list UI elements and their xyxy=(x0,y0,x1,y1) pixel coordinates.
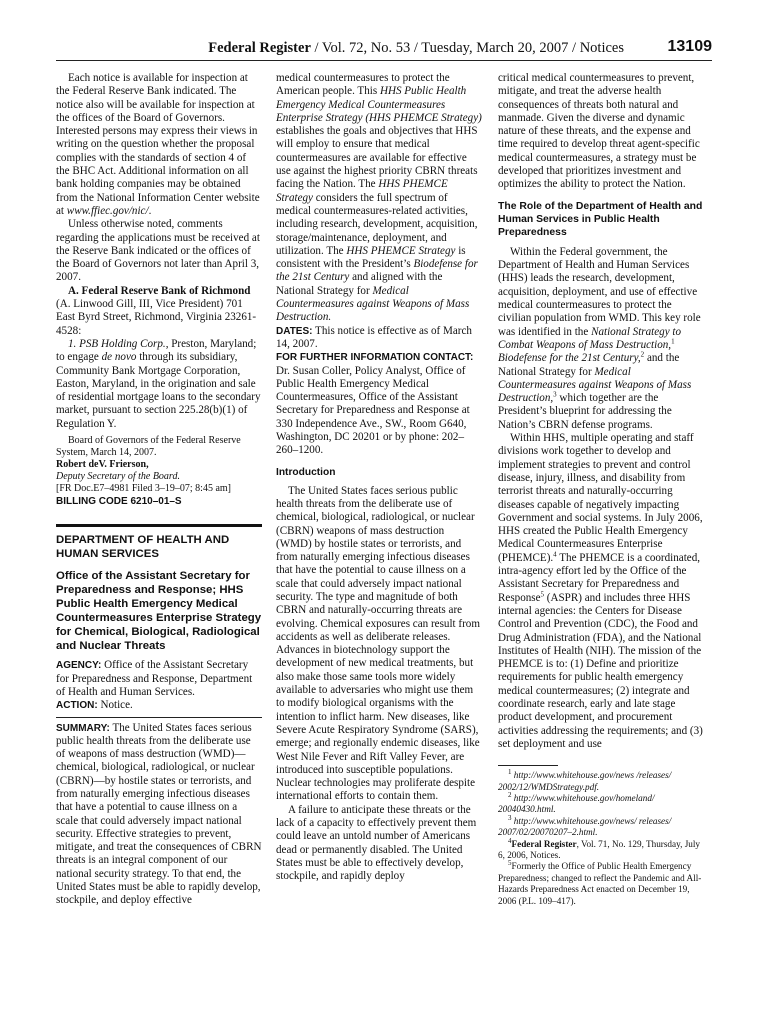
contact-line: FOR FURTHER INFORMATION CONTACT: Dr. Susan Coller, Policy Analyst, Office of Public Health Emergency Medical Countermeasures, Office of the Assistant Secretary for Preparedness and Response at 330 Independence Ave., SW., Room G640, Washington, DC 20201 or by phone: 202–260–1200. xyxy=(276,352,474,457)
footnote-4: $^4$Federal Register, Vol. 71, No. 129, Thursday, July 6, 2006, Notices. xyxy=(498,836,701,861)
action-line: ACTION: Notice. xyxy=(56,699,133,712)
page-header xyxy=(56,38,712,61)
introduction-paragraph-1: The United States faces serious public health threats from the deliberate use of chemical, biological, radiological, or nuclear (CBRN) weapons of mass destruction (WMD) by hostile states or terrorists, and from naturally emerging infectious diseases that have the potential to cause illness on a scale that could adversely impact national security. The type and magnitude of both CBRN and naturally-occurring threats are evolving. Chemical exposures can result from accidents as well as deliberate releases. Advances in biotechnology support the development of new medical treatments, but also make those same tools more widely available to adversaries who might use them to modify biological organisms with the intention to inflict harm. New diseases, like Severe Acute Respiratory Syndrome (SARS), emerge; and regionally endemic diseases, like West Nile Fever and Rift Valley Fever, are introduced into susceptible populations. Nuclear technologies may proliferate despite international efforts to contain them. xyxy=(276,484,480,803)
bank-entry: A. Federal Reserve Bank of Richmond (A. Linwood Gill, III, Vice President) 701 East Byrd Street, Richmond, Virginia 23261-4528: xyxy=(56,284,257,337)
header-title xyxy=(208,40,624,57)
summary-paragraph: SUMMARY: The United States faces serious public health threats from the deliberate use of weapons of mass destruction (WMD)—chemical, biological, radiological, or nuclear (CBRN)—by hostile states or terrorists, and from naturally emerging infectious diseases that have a potential to cause illness on a scale that could adversely impact national security. Effective strategies to prevent, mitigate, and treat the consequences of CBRN threats is an integral component of our national security strategy. To that end, the United States must be able to rapidly develop, stockpile, and deploy effective xyxy=(56,721,262,907)
text-columns xyxy=(56,72,712,1012)
dates-line: DATES: This notice is effective as of March 14, 2007. xyxy=(276,324,472,350)
column-3 xyxy=(498,72,704,907)
publication-name: Federal Register xyxy=(208,40,311,56)
footnote-ref-2[interactable]: 2 xyxy=(640,350,645,359)
footnote-ref-3[interactable]: 3 xyxy=(553,390,557,399)
column-2 xyxy=(276,72,482,884)
footnote-5: $^5$Formerly the Office of Public Health Emergency Preparedness; changed to reflect the Pandemic and All-Hazards Preparedness Act enacted on December 19, 2006 (P.L. 109–417). xyxy=(498,859,702,906)
department-heading: DEPARTMENT OF HEALTH AND HUMAN SERVICES xyxy=(56,524,262,561)
application-item: 1. PSB Holding Corp., Preston, Maryland; to engage de novo through its subsidiary, Community Bank Mortgage Corporation, Easton, Maryland, in the origination and sale of residential mortgage loans to the secondary market, pursuant to section 225.28(b)(1) of Regulation Y. xyxy=(56,337,261,430)
introduction-continued: critical medical countermeasures to prevent, mitigate, and treat the adverse health consequences of threats both natural and manmade. Given the diverse and dynamic nature of these threats, and the expense and time required to develop threat agent-specific medical countermeasures, a strategy must be developed that prioritizes investment and optimizes the ability to protect the Nation. xyxy=(498,72,700,191)
role-heading: The Role of the Department of Health and Human Services in Public Health Preparedness xyxy=(498,200,703,239)
footnote-ref-4[interactable]: 4 xyxy=(553,550,557,559)
role-paragraph-1: Within the Federal government, the Department of Health and Human Services (HHS) leads the research, development, acquisition, deployment, and use of effective medical countermeasures to protect the civilian population from WMD. This key role was identified in the National Strategy to Combat Weapons of Mass Destruction,$^1$ Biodefense for the 21st Century,$^2$ and the National Strategy for Medical Countermeasures against Weapons of Mass Destruction,$^3$ which together are the President’s blueprint for addressing the Nation’s CBRN defense programs. xyxy=(498,245,701,431)
role-paragraph-2: Within HHS, multiple operating and staff divisions work together to develop and implement strategies to prevent and control disease, injury, illness, and disability from terrorist threats and naturally-occurring diseases capable of negatively impacting Government and social systems. In July 2006, HHS created the Public Health Emergency Medical Countermeasures Enterprise (PHEMCE).$^4$ The PHEMCE is a coordinated, intra-agency effort led by the Office of the Assistant Secretary for Preparedness and Response$^5$ (ASPR) and includes three HHS internal agencies: the Centers for Disease Control and Prevention (CDC), the Food and Drug Administration (FDA), and the National Institutes of Health (NIH). The mission of the PHEMCE is to: (1) Define and prioritize requirements for public health emergency medical countermeasures; (2) integrate and coordinate research, early and late stage product development, and procurement activities addressing the requirements; and (3) set deployment and use xyxy=(498,432,703,750)
footnote-1: $^1$ http://www.whitehouse.gov/news /releases/ 2002/12/WMDStrategy.pdf. xyxy=(498,768,672,792)
column-1 xyxy=(56,72,262,908)
footnote-ref-5[interactable]: 5 xyxy=(540,589,545,598)
footnote-divider xyxy=(498,765,558,766)
footnote-2: $^2$ http://www.whitehouse.gov/homeland/ 20040430.html. xyxy=(498,790,655,815)
divider xyxy=(56,717,262,718)
page-number: 13109 xyxy=(667,38,712,55)
billing-code: BILLING CODE 6210–01–S xyxy=(56,496,182,508)
footnote-3-link[interactable]: http://www.whitehouse.gov/news/ releases/ 2007/02/20070207–2.html. xyxy=(498,815,672,838)
bank-name: A. Federal Reserve Bank of Richmond xyxy=(68,284,251,297)
signer-title: Deputy Secretary of the Board. xyxy=(56,471,180,483)
fr-doc-line: [FR Doc.E7–4981 Filed 3–19–07; 8:45 am] xyxy=(56,483,231,495)
notice-title: Office of the Assistant Secretary for Preparedness and Response; HHS Public Health Emergency Medical Countermeasures Enterprise Strategy for Chemical, Biological, Radiological and Nuclear Threats xyxy=(56,570,262,653)
footnote-3: $^3$ http://www.whitehouse.gov/news/ releases/ 2007/02/20070207–2.html. xyxy=(498,813,672,838)
comments-paragraph: Unless otherwise noted, comments regarding the applications must be received at the Reserve Bank indicated or the offices of the Board of Governors not later than April 3, 2007. xyxy=(56,218,260,284)
summary-continued: medical countermeasures to protect the American people. This HHS Public Health Emergency Medical Countermeasures Enterprise Strategy (HHS PHEMCE Strategy) establishes the goals and objectives that HHS will employ to ensure that medical countermeasures are available for effective use against the highest priority CBRN threats facing the Nation. The HHS PHEMCE Strategy considers the full spectrum of medical countermeasures-related activities, including research, development, acquisition, storage/maintenance, deployment, and utilization. The HHS PHEMCE Strategy is consistent with the President’s Biodefense for the 21st Century and aligned with the National Strategy for Medical Countermeasures against Weapons of Mass Destruction. xyxy=(276,72,482,324)
signer-name: Robert deV. Frierson, xyxy=(56,459,149,471)
footnote-2-link[interactable]: http://www.whitehouse.gov/homeland/ 20040430.html. xyxy=(498,792,655,815)
notice-availability-paragraph: Each notice is available for inspection at the Federal Reserve Bank indicated. The notice also will be available for inspection at the offices of the Board of Governors. Interested persons may express their views in writing on the question whether the proposal complies with the standards of section 4 of the BHC Act. Additional information on all bank holding companies may be obtained from the National Information Center website at www.ffiec.gov/nic/. xyxy=(56,72,260,217)
footnote-1-link[interactable]: http://www.whitehouse.gov/news /releases/ 2002/12/WMDStrategy.pdf. xyxy=(498,770,672,792)
agency-line: AGENCY: Office of the Assistant Secretary for Preparedness and Response, Department of Health and Human Services. xyxy=(56,659,253,698)
board-signature-line: Board of Governors of the Federal Reserve System, March 14, 2007. xyxy=(56,435,241,459)
ffiec-link[interactable]: www.ffiec.gov/nic/ xyxy=(66,204,149,217)
issue-info: / Vol. 72, No. 53 / Tuesday, March 20, 2007 / Notices xyxy=(310,40,624,56)
introduction-heading: Introduction xyxy=(276,466,336,478)
introduction-paragraph-2: A failure to anticipate these threats or the lack of a capacity to effectively prevent them could leave an untold number of Americans dead or permanently disabled. The United States must be able to effectively develop, stockpile, and rapidly deploy xyxy=(276,803,477,883)
footnote-ref-1[interactable]: 1 xyxy=(671,337,675,346)
